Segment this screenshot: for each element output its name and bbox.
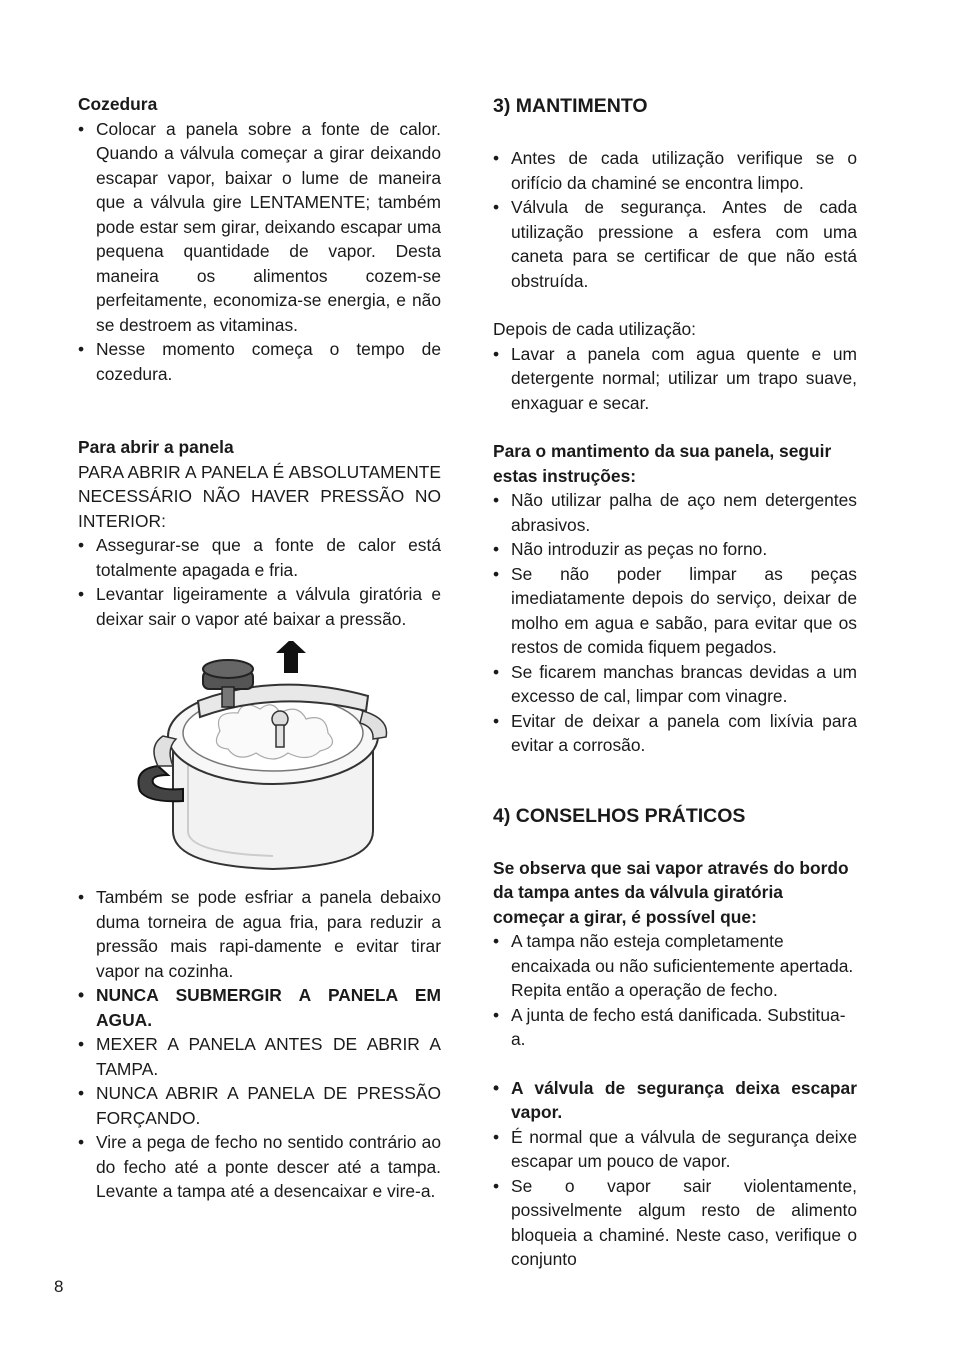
list-item: • MEXER A PANELA ANTES DE ABRIR A TAMPA. (78, 1032, 441, 1081)
list-item: • Vire a pega de fecho no sentido contrário ao do fecho até a ponte descer até a tampa. Levante a tampa até a desencaixar e vire-a. (78, 1130, 441, 1204)
list-item: • NUNCA ABRIR A PANELA DE PRESSÃO FORÇANDO. (78, 1081, 441, 1130)
list-item: • NUNCA SUBMERGIR A PANELA EM AGUA. (78, 983, 441, 1032)
list-item: • É normal que a válvula de segurança deixe escapar um pouco de vapor. (493, 1125, 857, 1174)
instr-heading: Para o mantimento da sua panela, seguir estas instruções: (493, 441, 832, 486)
depois-list (493, 342, 857, 416)
depois-label: Depois de cada utilização: (493, 319, 697, 339)
list-item: • Nesse momento começa o tempo de cozedura. (78, 337, 441, 386)
seg-list (493, 1076, 857, 1272)
mantimento-list (493, 146, 857, 293)
vapor-heading: Se observa que sai vapor através do bordo da tampa antes da válvula giratória começar a girar, é possível que: (493, 857, 849, 927)
pressure-cooker-illustration (128, 641, 408, 871)
abrir-intro: PARA ABRIR A PANELA É ABSOLUTAMENTE NECESSÁRIO NÃO HAVER PRESSÃO NO INTERIOR: (78, 461, 441, 531)
list-item: • Colocar a panela sobre a fonte de calor. Quando a válvula começar a girar deixando escapar vapor, baixar o lume de maneira que a válvula gire LENTAMENTE; também pode estar sem girar, deixando escapar uma pequena quantidade de vapor. Desta maneira os alimentos cozem-se perfeitamente, economiza-se energia, e não se destroem as vitaminas. (78, 117, 441, 338)
right-column (493, 92, 857, 1272)
list-item: • Antes de cada utilização verifique se o orifício da chaminé se encontra limpo. (493, 146, 857, 195)
vapor-list (493, 929, 857, 1052)
page-number: 8 (54, 1277, 64, 1296)
list-item: • Se ficarem manchas brancas devidas a um excesso de cal, limpar com vinagre. (493, 660, 857, 709)
list-item: • Também se pode esfriar a panela debaixo duma torneira de agua fria, para reduzir a pressão mais rapi-damente e evitar tirar vapor na cozinha. (78, 885, 441, 983)
list-item: • A tampa não esteja completamente encaixada ou não suficientemente apertada. Repita então a operação de fecho. (493, 929, 857, 1003)
list-item: • Válvula de segurança. Antes de cada utilização pressione a esfera com uma caneta para se certificar de que não está obstruída. (493, 195, 857, 293)
cozedura-heading: Cozedura (78, 94, 158, 114)
list-item: • Se não poder limpar as peças imediatamente depois do serviço, deixar de molho em agua e sabão, para evitar que os restos de comida fiquem pegados. (493, 562, 857, 660)
pressure-cooker-icon (128, 641, 408, 871)
list-item: • A válvula de segurança deixa escapar vapor. (493, 1076, 857, 1125)
list-item: • Não introduzir as peças no forno. (493, 537, 857, 562)
list-item: • Assegurar-se que a fonte de calor está totalmente apagada e fria. (78, 533, 441, 582)
instr-list (493, 488, 857, 758)
conselhos-heading: 4) CONSELHOS PRÁTICOS (493, 804, 746, 827)
list-item: • Evitar de deixar a panela com lixívia para evitar a corrosão. (493, 709, 857, 758)
mantimento-heading: 3) MANTIMENTO (493, 95, 648, 117)
list-item: • Levantar ligeiramente a válvula giratória e deixar sair o vapor até baixar a pressão. (78, 582, 441, 631)
list-item: • Se o vapor sair violentamente, possivelmente algum resto de alimento bloqueia a chaminé. Neste caso, verifique o conjunto (493, 1174, 857, 1272)
after-list (78, 885, 441, 1204)
left-column (78, 92, 441, 1204)
list-item: • A junta de fecho está danificada. Substitua-a. (493, 1003, 857, 1052)
cozedura-list (78, 117, 441, 387)
list-item: • Não utilizar palha de aço nem detergentes abrasivos. (493, 488, 857, 537)
abrir-list (78, 533, 441, 631)
list-item: • Lavar a panela com agua quente e um detergente normal; utilizar um trapo suave, enxaguar e secar. (493, 342, 857, 416)
abrir-heading: Para abrir a panela (78, 437, 234, 457)
